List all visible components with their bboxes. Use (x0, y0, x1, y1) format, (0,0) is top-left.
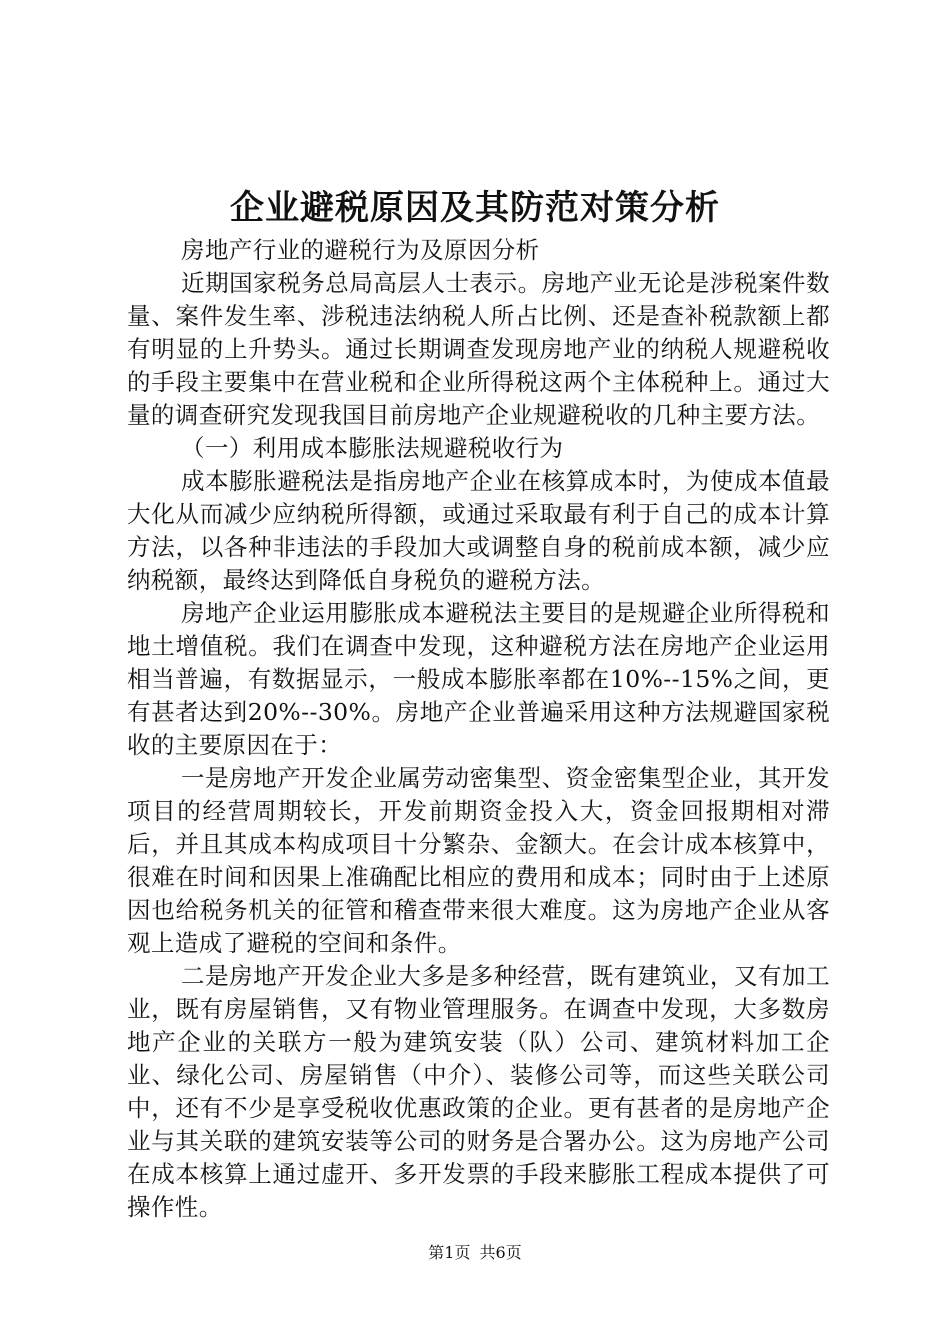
subsection-heading: （一）利用成本膨胀法规避税收行为 (181, 434, 564, 462)
document-body (127, 234, 830, 1224)
document-title: 企业避税原因及其防范对策分析 (230, 188, 720, 228)
paragraph: 房地产企业运用膨胀成本避税法主要目的是规避企业所得税和地土增值税。我们在调查中发现，这种避税方法在房地产企业运用相当普遍，有数据显示，一般成本膨胀率都在10%--15%之间，更有甚者达到20%--30%。房地产企业普遍采用这种方法规避国家税收的主要原因在于： (127, 599, 830, 759)
page-footer (0, 1241, 950, 1265)
page-total: 共6页 (479, 1243, 522, 1262)
paragraph: 一是房地产开发企业属劳动密集型、资金密集型企业，其开发项目的经营周期较长，开发前期资金投入大，资金回报期相对滞后，并且其成本构成项目十分繁杂、金额大。在会计成本核算中，很难在时间和因果上准确配比相应的费用和成本；同时由于上述原因也给税务机关的征管和稽查带来很大难度。这为房地产企业从客观上造成了避税的空间和条件。 (127, 764, 830, 957)
section-heading: 房地产行业的避税行为及原因分析 (181, 236, 540, 264)
paragraph: 二是房地产开发企业大多是多种经营，既有建筑业，又有加工业，既有房屋销售，又有物业管理服务。在调查中发现，大多数房地产企业的关联方一般为建筑安装（队）公司、建筑材料加工企业、绿化公司、房屋销售（中介）、装修公司等，而这些关联公司中，还有不少是享受税收优惠政策的企业。更有甚者的是房地产企业与其关联的建筑安装等公司的财务是合署办公。这为房地产公司在成本核算上通过虚开、多开发票的手段来膨胀工程成本提供了可操作性。 (127, 962, 830, 1221)
paragraph: 近期国家税务总局高层人士表示。房地产业无论是涉税案件数量、案件发生率、涉税违法纳税人所占比例、还是查补税款额上都有明显的上升势头。通过长期调查发现房地产业的纳税人规避税收的手段主要集中在营业税和企业所得税这两个主体税种上。通过大量的调查研究发现我国目前房地产企业规避税收的几种主要方法。 (127, 269, 830, 429)
page-number: 第1页 (428, 1243, 471, 1262)
paragraph: 成本膨胀避税法是指房地产企业在核算成本时，为使成本值最大化从而减少应纳税所得额，或通过采取最有利于自己的成本计算方法，以各种非违法的手段加大或调整自身的税前成本额，减少应纳税额，最终达到降低自身税负的避税方法。 (127, 467, 830, 594)
